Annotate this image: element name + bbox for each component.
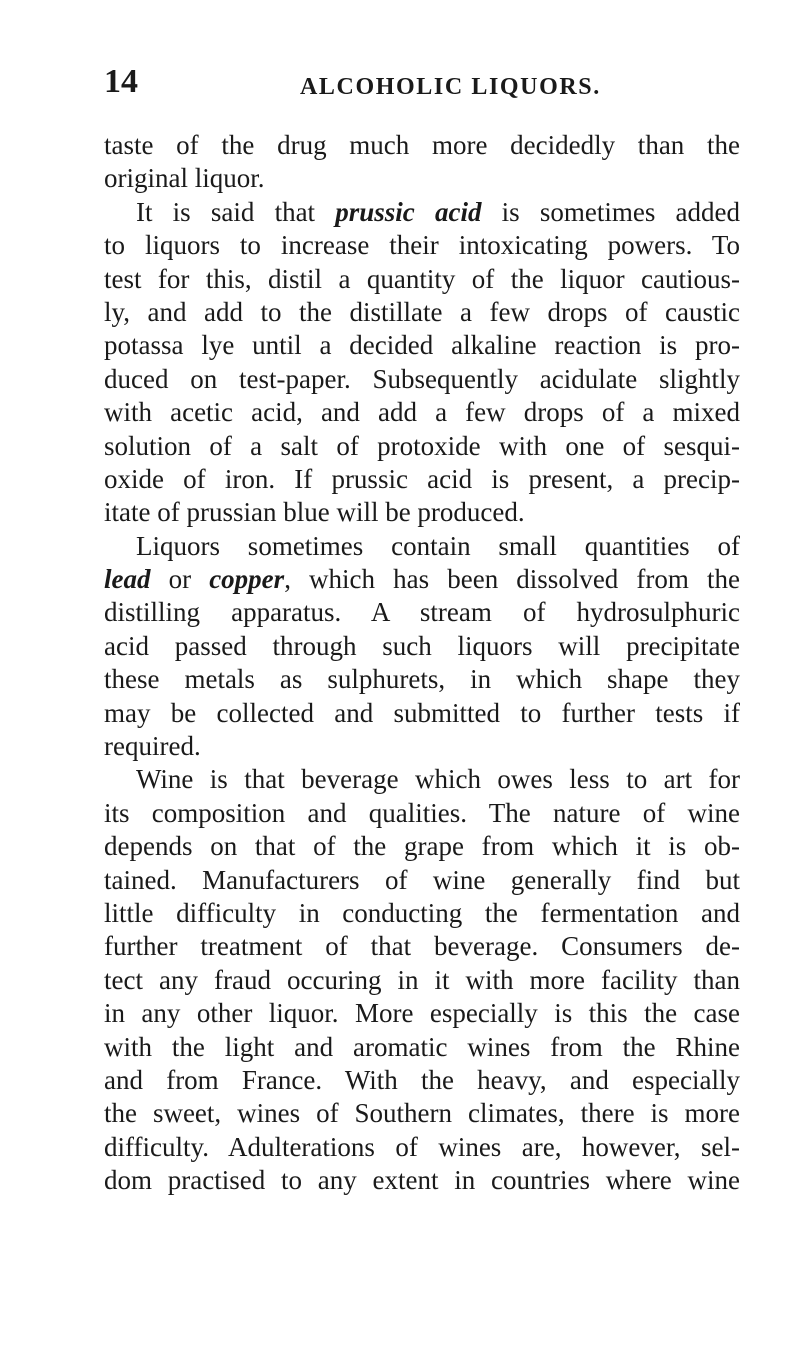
- text-line: itate of prussian blue will be produced.: [104, 497, 525, 528]
- text-line: test for this, distil a quantity of the liquor cautious-: [104, 263, 740, 294]
- text-line: dom practised to any extent in countries where wine: [104, 1165, 740, 1196]
- text-line: tained. Manufacturers of wine generally find but: [104, 864, 740, 895]
- text-line: with acetic acid, and add a few drops of a mixed: [104, 397, 740, 428]
- text-line: in any other liquor. More especially is this the case: [104, 998, 740, 1029]
- body-text: [104, 129, 740, 1198]
- text-line: original liquor.: [104, 163, 265, 194]
- text-line: the sweet, wines of Southern climates, there is more: [104, 1098, 740, 1129]
- emphasis: prussic acid: [335, 196, 482, 227]
- text-line: tect any fraud occuring in it with more facility than: [104, 964, 740, 995]
- text-line: ly, and add to the distillate a few drops of caustic: [104, 296, 740, 327]
- text-line: oxide of iron. If prussic acid is present, a precip-: [104, 463, 740, 494]
- text-line: and from France. With the heavy, and especially: [104, 1064, 740, 1095]
- page-number: 14: [104, 63, 138, 100]
- text-line: Liquors sometimes contain small quantities of: [136, 530, 740, 561]
- text-line: potassa lye until a decided alkaline reaction is pro-: [104, 330, 740, 361]
- text-line: acid passed through such liquors will precipitate: [104, 630, 740, 661]
- emphasis: lead: [104, 564, 151, 595]
- text-line: duced on test-paper. Subsequently acidulate slightly: [104, 363, 740, 394]
- text-line: may be collected and submitted to further tests if: [104, 697, 740, 728]
- emphasis: copper: [209, 564, 285, 595]
- text-line: little difficulty in conducting the fermentation and: [104, 897, 740, 928]
- text-line: difficulty. Adulterations of wines are, however, sel-: [104, 1131, 740, 1162]
- text-line: to liquors to increase their intoxicating powers. To: [104, 230, 740, 261]
- text-line: distilling apparatus. A stream of hydrosulphuric: [104, 597, 740, 628]
- text-line: with the light and aromatic wines from the Rhine: [104, 1031, 740, 1062]
- page-header: [104, 62, 740, 112]
- text-line: It is said that prussic acid is sometimes added: [136, 196, 740, 227]
- text-line: taste of the drug much more decidedly than the: [104, 130, 740, 160]
- text-line: its composition and qualities. The nature of wine: [104, 797, 740, 828]
- text-line: required.: [104, 731, 201, 762]
- text-line: these metals as sulphurets, in which shape they: [104, 664, 740, 695]
- text-line: depends on that of the grape from which it is ob-: [104, 831, 740, 862]
- text-line: Wine is that beverage which owes less to art for: [136, 764, 740, 795]
- text-line: lead or copper, which has been dissolved from the: [104, 564, 740, 595]
- running-title: ALCOHOLIC LIQUORS.: [300, 74, 601, 100]
- text-line: solution of a salt of protoxide with one of sesqui-: [104, 430, 740, 461]
- text-line: further treatment of that beverage. Consumers de-: [104, 931, 740, 962]
